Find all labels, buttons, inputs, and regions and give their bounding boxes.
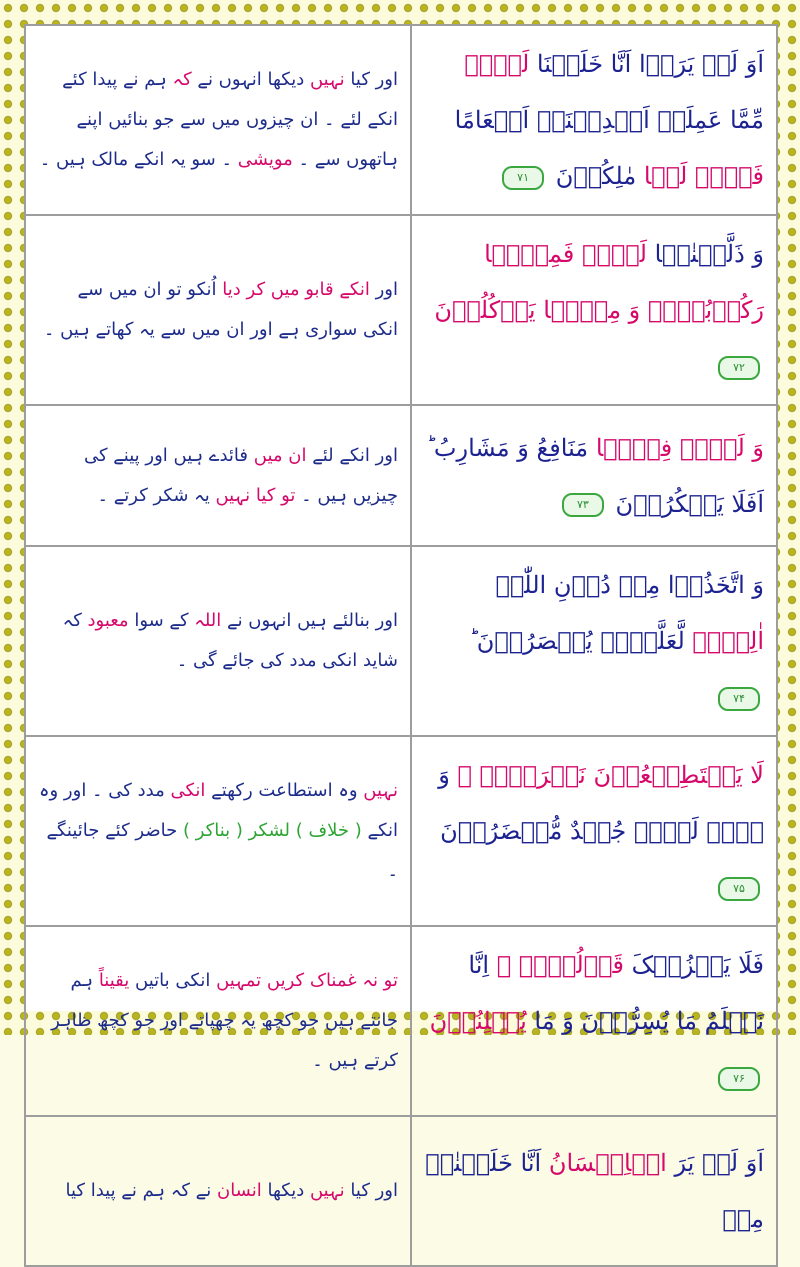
arabic-verse-cell (411, 25, 777, 215)
urdu-text-highlight: کہ (172, 69, 192, 90)
verse-row (25, 926, 777, 1116)
verse-row (25, 546, 777, 736)
ayah-number-badge: ۷۳ (562, 493, 604, 517)
arabic-verse-cell (411, 736, 777, 926)
arabic-text: وَ ہُمۡ لَہُمۡ (438, 761, 764, 845)
ayah-number-badge: ۷۵ (718, 877, 760, 901)
arabic-text-highlight: نَصۡرَہُمۡ ۙ (457, 761, 586, 789)
urdu-text-highlight: اللہ (194, 610, 222, 631)
verse-table (24, 24, 778, 1267)
urdu-translation-cell (25, 405, 411, 546)
urdu-translation-cell (25, 1116, 411, 1266)
urdu-text: اُنکو تو ان میں سے انکی سواری ہے اور ان میں سے یہ کھاتے ہیں ۔ (43, 279, 398, 340)
verse-row (25, 25, 777, 215)
urdu-text: دیکھا (267, 1180, 305, 1201)
ayah-number-badge: ۷۶ (718, 1067, 760, 1091)
arabic-text-highlight: فَمِنۡہَا رَکُوۡبُہُمۡ وَ مِنۡہَا (484, 240, 764, 324)
urdu-text: مدد کی ۔ اور وہ انکے (38, 780, 398, 841)
urdu-text: ہم نے پیدا کئے انکے لئے ۔ ان چیزوں میں سے جو بنائیں اپنے ہاتھوں سے ۔ (62, 69, 398, 170)
ayah-number-badge: ۷۲ (718, 356, 760, 380)
arabic-text: اَفَلَا یَشۡکُرُوۡنَ (615, 489, 764, 518)
arabic-text: وَ ذَلَّلۡنٰہَا (654, 240, 764, 268)
translation-page (24, 24, 776, 1233)
ayah-number-badge: ۷۱ (502, 166, 544, 190)
urdu-text: ہم جانتے ہیں جو کچھ یہ چھپاتے اور جو کچھ ظاہر کرتے ہیں ۔ (51, 970, 398, 1071)
urdu-text: یہ شکر کرتے ۔ (97, 484, 210, 506)
urdu-text: دیکھا انہوں نے (197, 69, 305, 90)
arabic-text: اَنَّا خَلَقۡنٰہُ مِنۡ (425, 1149, 764, 1233)
urdu-text: اور کیا (350, 69, 398, 90)
arabic-text-highlight: قَوۡلُہُمۡ ۘ (496, 951, 624, 979)
urdu-text-highlight: انکے قابو میں کر دیا (222, 279, 370, 300)
urdu-text: حاضر کئے جائینگے ۔ (46, 820, 398, 881)
arabic-text: لَّعَلَّہُمۡ یُنۡصَرُوۡنَ ؕ (469, 627, 685, 655)
arabic-verse-cell (411, 546, 777, 736)
arabic-text: مَنَافِعُ وَ مَشَارِبُ ؕ (426, 433, 589, 462)
arabic-verse-cell (411, 405, 777, 546)
urdu-text-highlight: معبود (87, 610, 129, 631)
arabic-text: اَوَ لَمۡ یَرَ (674, 1149, 764, 1177)
urdu-text-highlight: تو نہ غمناک کریں تمہیں (216, 970, 398, 991)
urdu-text: اور انکے لئے (312, 444, 398, 466)
verse-row (25, 215, 777, 405)
arabic-text-highlight: یُعۡلِنُوۡنَ (429, 1007, 527, 1035)
urdu-translation-cell (25, 736, 411, 926)
arabic-text-highlight: لَہُمۡ (464, 50, 530, 78)
urdu-text: کہ شاید انکی مدد کی جائے گی ۔ (62, 610, 398, 671)
ayah-number-badge: ۷۴ (718, 687, 760, 711)
urdu-text: نے کہ ہم نے پیدا کیا (65, 1180, 212, 1201)
arabic-text-highlight: لَہُمۡ فِیۡہَا (595, 433, 745, 462)
urdu-text-highlight: یقیناً (98, 970, 130, 991)
arabic-text: مٰلِکُوۡنَ (555, 162, 637, 190)
arabic-text-highlight: لَہُمۡ (582, 240, 647, 268)
arabic-text-highlight: الۡاِنۡسَانُ (548, 1149, 667, 1177)
verse-row (25, 736, 777, 926)
urdu-translation-cell (25, 926, 411, 1116)
arabic-text-highlight: فَہُمۡ لَہَا (643, 162, 764, 190)
urdu-text: کے سوا (134, 610, 189, 631)
urdu-text-highlight: نہیں (309, 69, 345, 90)
verse-row (25, 1116, 777, 1266)
urdu-text: اور کیا (350, 1180, 398, 1201)
arabic-text-highlight: یَاۡکُلُوۡنَ (434, 296, 536, 324)
urdu-text-highlight: تو کیا نہیں (215, 484, 296, 506)
arabic-text: اِنَّا نَعۡلَمُ مَا یُسِرُّوۡنَ وَ مَا (468, 951, 764, 1035)
urdu-text: انکی باتیں (135, 970, 211, 991)
urdu-text-parenthetical: ( خلاف ) لشکر ( بناکر ) (182, 820, 362, 841)
urdu-text: اور (375, 279, 398, 300)
urdu-text-highlight: ان میں (253, 444, 307, 466)
arabic-text-highlight: اٰلِہَۃً (692, 627, 764, 655)
urdu-text-highlight: انکی (170, 780, 206, 801)
arabic-text-highlight: لَا یَسۡتَطِیۡعُوۡنَ (593, 761, 764, 789)
urdu-text-highlight: نہیں (309, 1180, 345, 1201)
arabic-text: اَوَ لَمۡ یَرَوۡا اَنَّا خَلَقۡنَا (536, 50, 764, 78)
arabic-text: وَ اتَّخَذُوۡا مِنۡ دُوۡنِ اللّٰہِ (495, 571, 764, 599)
verse-row (25, 405, 777, 546)
arabic-text-highlight: وَ (752, 433, 764, 462)
arabic-verse-cell (411, 926, 777, 1116)
urdu-translation-cell (25, 546, 411, 736)
urdu-text-highlight: نہیں (363, 780, 398, 801)
arabic-verse-cell (411, 215, 777, 405)
urdu-text: وہ استطاعت رکھتے (211, 780, 358, 801)
arabic-text: فَلَا یَحۡزُنۡکَ (631, 951, 764, 979)
urdu-translation-cell (25, 25, 411, 215)
urdu-text-highlight: مویشی (237, 149, 293, 170)
arabic-verse-cell (411, 1116, 777, 1266)
urdu-text: اور بنالئے ہیں انہوں نے (227, 610, 398, 631)
arabic-text: مِّمَّا عَمِلَتۡ اَیۡدِیۡنَاۤ اَنۡعَامًا (454, 106, 764, 134)
urdu-text-highlight: انسان (216, 1180, 262, 1201)
arabic-text: جُنۡدٌ مُّحۡضَرُوۡنَ (440, 817, 627, 845)
urdu-translation-cell (25, 215, 411, 405)
urdu-text: ۔ سو یہ انکے مالک ہیں ۔ (39, 149, 233, 170)
urdu-text: فائدے ہیں اور پینے کی چیزیں ہیں ۔ (83, 444, 398, 506)
